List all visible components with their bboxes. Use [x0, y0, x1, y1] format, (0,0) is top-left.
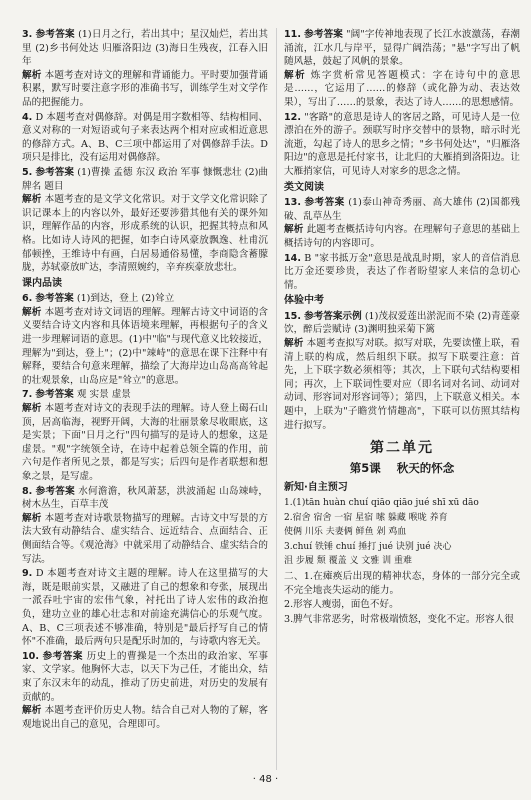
pinyin-row-2: 2.宿舍 宿舍 一宿 星宿 嗦 躲藏 喉咙 养育 — [284, 512, 448, 523]
right-column — [284, 28, 520, 627]
pinyin-row-5: 沮 步履 颓 覆盖 义 文雅 训 重难 — [284, 556, 413, 567]
answer-3: 3. 参考答案 (1)日月之行，若出其中；星汉灿烂，若出其里 (2)乡书何处达 归雁洛阳边 (3)海日生残夜，江春入旧年 解析 本题考查对诗文的理解和背诵能力。平时要加强背诵积累，默写时要注意字形的准确书写，训练学生对文学作品的把握能力。 — [22, 29, 269, 108]
answer-5: 5. 参考答案 (1)曹操 孟德 东汉 政治 军事 慷慨悲壮 (2)曲牌名 题目 解析 本题考查的是文学文化常识。对于文学文化常识除了识记课本上的内容以外，最好还要涉猎其他有关的课外知识，理解作品的内容，形成系统的认识，把握其特点和风格。比如诗人诗风的把握，如李白诗风豪放飘逸、杜甫沉郁顿挫，王维诗中有画，白居易通俗易懂，李商隐含蓄朦胧，苏轼豪放旷达，李清照婉约，辛弃疾豪放悲壮。 — [22, 166, 269, 274]
section-heading-leiwen: 类文阅读 — [284, 181, 324, 193]
unit-title: 第二单元 — [370, 440, 434, 457]
answer-9: 9. D 本题考查对诗文主题的理解。诗人在这里描写的大海，既是眼前实景，又融进了自己的想象和夸张，展现出一派吞吐宇宙的宏伟气象，衬托出了诗人宏伟的政治抱负，建功立业的雄心壮志和对前途充满信心的乐观气度。A、B、C三项表述不够准确，特别是"最后抒写自己的情怀"不准确，最后两句只是配乐时加的，与诗歌内容无关。 — [22, 568, 268, 648]
note-2: 2.形容人瘦弱，面色不好。 — [284, 599, 399, 611]
left-column — [22, 28, 268, 732]
note-1: 二、1.在瘫痪后出现的精神状态，身体的一部分完全或不完全地丧失运动的能力。 — [284, 570, 520, 596]
pinyin-row-4: 3.chuí 铁锤 chuí 捶打 jué 诀别 jué 决心 — [284, 541, 452, 552]
section-heading-tiyan: 体验中考 — [284, 295, 324, 307]
lesson-number: 第5课 — [349, 460, 381, 475]
answer-12: 12. "客路"的意思是诗人的客居之路，可见诗人是一位漂泊在外的游子。颈联写时序交替中的景物，暗示时光流逝，勾起了诗人的思乡之情；"乡书何处达"，"归雁洛阳边"的意思是托付家书，让北归的大雁捎到洛阳边。让大雁捎家信，可见诗人对家乡的思念之情。 — [284, 111, 520, 177]
answer-6: 6. 参考答案 (1)到达，登上 (2)耸立 解析 本题考查对诗文词语的理解。理解古诗文中词语的含义要结合诗文内容和具体语境来理解，再根据句子的含义进一步理解词语的意思。(1)中"临"与现代意义比较接近，理解为"到达，登上"；(2)中"竦峙"的意思在课下注释中有解释，要结合句意来理解，描绘了大海岸边山岛高高耸起的壮观景象，山岛应是"耸立"的意思。 — [22, 293, 269, 386]
answer-4: 4. D 本题考查对偶修辞。对偶是用字数相等、结构相同、意义对称的一对短语或句子来表达两个相对应或相近意思的修辞方式。A、B、C三项中都运用了对偶修辞手法。D项只是排比，没有运用对偶修辞。 — [22, 111, 268, 164]
section-heading-xinzhi: 新知·自主预习 — [284, 482, 348, 494]
answer-15: 15. 参考答案示例 (1)茂叔爱莲出淤泥而不染 (2)青莲豪饮，醉后尝赋诗 (3)渊明独采菊下篱 解析 本题考查拟写对联。拟写对联，先要读懂上联，看清上联的构成，然后组织下联。拟写下联要注意：首先，上下联字数必须相等；其次，上下联句式结构要相同；再次，上下联词性要对应（即名词对名词、动词对动词、形容词对形容词等）；第四，上下联意义相关。本题中，上联为"子瞻赏竹情趣高"，下联可以仿照其结构进行拟写。 — [284, 310, 521, 431]
page-number: · 48 · — [252, 774, 279, 785]
answer-8: 8. 参考答案 水何澹澹，秋风萧瑟，洪波涌起 山岛竦峙，树木丛生，百草丰茂 解析 本题考查对诗歌景物描写的理解。古诗文中写景的方法大致有动静结合、虚实结合、远近结合、点面结合、正侧面结合等。《观沧海》中就采用了动静结合、虚实结合的写法。 — [22, 485, 269, 565]
answer-7: 7. 参考答案 观 实景 虚景 解析 本题考查对诗文的表现手法的理解。诗人登上碣石山顶，居高临海，视野开阔，大海的壮丽景象尽收眼底，这是实景；下面"日月之行"四句描写的是诗人的想象，这是虚景。"观"字统领全诗，在诗中起着总领全篇的作用，前六句是作者所见之景，都是写实；后四句是作者联想和想象之景，是写虚。 — [22, 389, 269, 482]
pinyin-row-1: 1.(1)tān huàn chuí qiāo qiāo jué shī xū dāo — [284, 498, 479, 508]
lesson-title — [284, 462, 520, 476]
answer-14: 14. B "家书抵万金"意思是战乱时期，家人的音信消息比万金还要珍贵，表达了作者盼望家人来信的急切心情。 — [284, 252, 520, 291]
answer-13: 13. 参考答案 (1)泰山神奇秀丽、高大雄伟 (2)国都残破、乱草丛生 解析 此题考查概括诗句内容。在理解句子意思的基础上概括诗句的内容即可。 — [284, 197, 521, 249]
answer-11: 11. 参考答案 "阔"字传神地表现了长江水波激荡，春潮涌流，江水几与岸平，显得广阔浩荡；"悬"字写出了帆随风悬，鼓起了风帆的景象。 解析 炼字赏析常见答题模式：字在诗句中的意思是……，它运用了……的修辞（或化静为动、表达效果），写出了……的景象，表达了诗人……的思想感情。 — [284, 29, 521, 108]
column-divider — [276, 28, 277, 770]
answer-10: 10. 参考答案 历史上的曹操是一个杰出的政治家、军事家、文学家。他胸怀大志，以天下为己任，才能出众，结束了东汉末年的动乱，推动了历史前进，对历史的发展有贡献的。 解析 本题考查评价历史人物。结合自己对人物的了解，客观地说出自己的意见，合理即可。 — [22, 650, 269, 730]
pinyin-row-3: 使俩 川乐 夫妻俩 鲜鱼 剁 鸡血 — [284, 527, 407, 538]
section-heading-kenei: 课内品读 — [22, 277, 62, 289]
lesson-name: 秋天的怀念 — [396, 460, 455, 475]
note-3: 3.脾气非常恶劣，时常极端愤怒，变化不定。形容人很 — [284, 613, 514, 625]
